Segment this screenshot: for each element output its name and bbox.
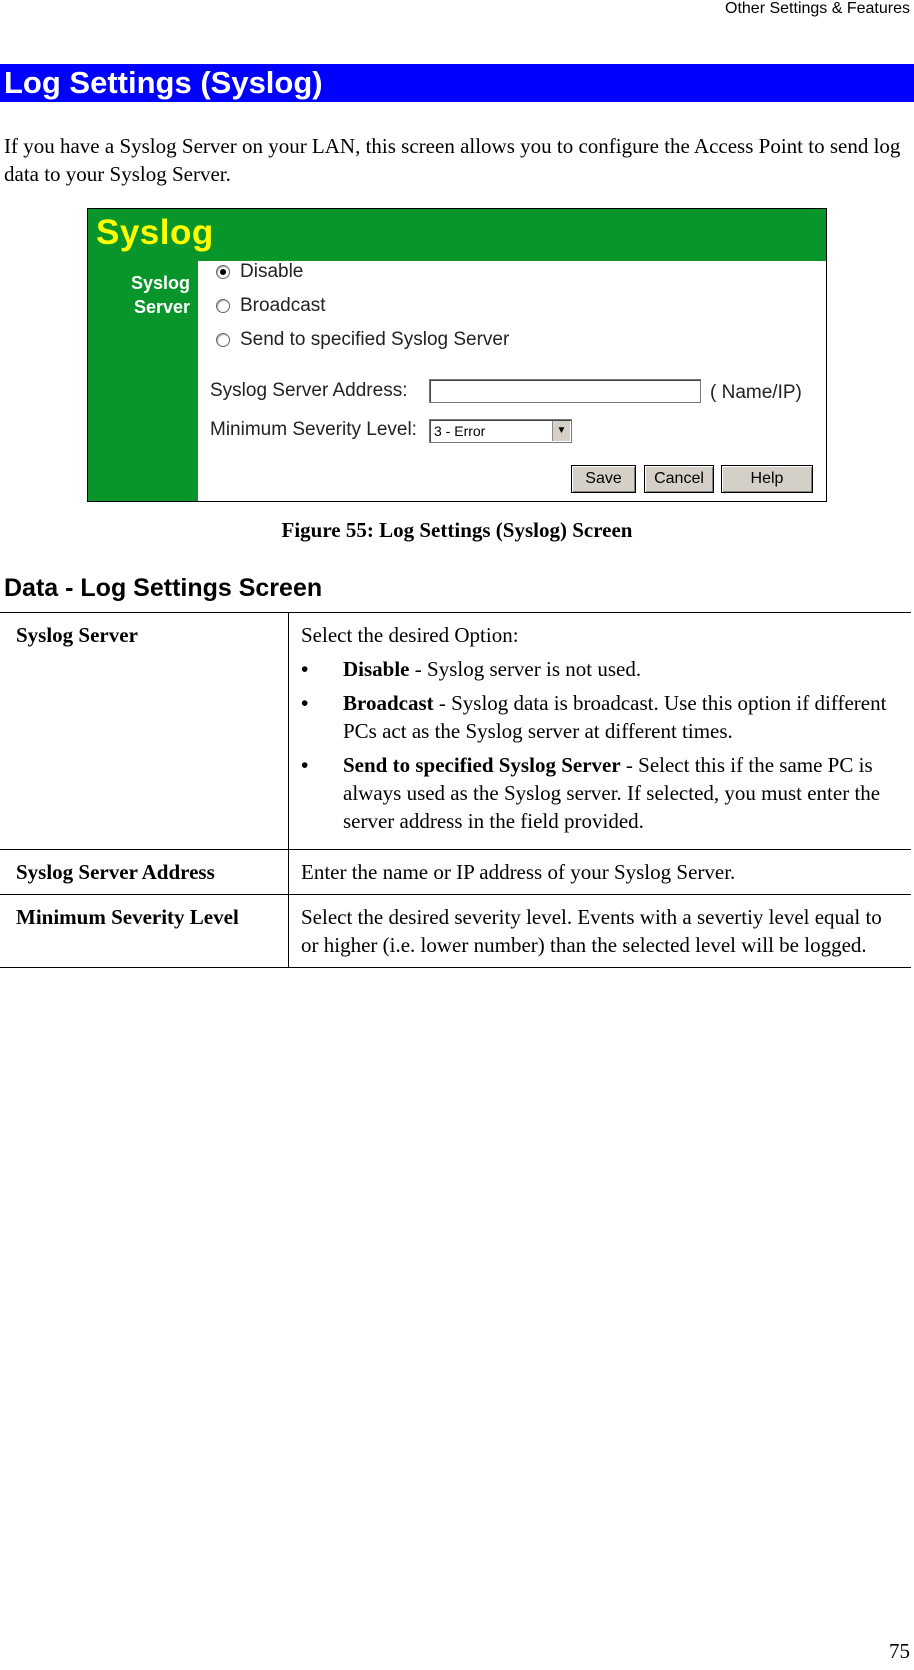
figure-sidebar [88, 261, 198, 501]
chevron-down-icon[interactable]: ▼ [552, 421, 570, 441]
severity-select[interactable] [429, 419, 572, 443]
row-description: Enter the name or IP address of your Syslog Server. [289, 850, 912, 895]
radio-send-to-server[interactable] [216, 329, 509, 351]
list-item [301, 655, 899, 683]
data-section-title: Data - Log Settings Screen [4, 574, 323, 602]
intro-paragraph: If you have a Syslog Server on your LAN, this screen allows you to configure the Access Point to send log data to your Syslog Server. [4, 134, 901, 186]
radio-disable[interactable] [216, 261, 303, 283]
radio-disable-icon[interactable] [216, 265, 230, 279]
radio-broadcast-icon[interactable] [216, 299, 230, 313]
radio-broadcast-label: Broadcast [240, 295, 326, 316]
list-item [301, 689, 899, 745]
table-row [0, 613, 911, 850]
table-row [0, 850, 911, 895]
option-text: - Syslog data is broadcast. Use this option if different PCs act as the Syslog server at different times. [343, 691, 887, 743]
row-description [289, 613, 912, 850]
severity-label: Minimum Severity Level: [210, 419, 417, 440]
radio-disable-label: Disable [240, 261, 304, 282]
option-text: - Select this if the same PC is always used as the Syslog server. If selected, you must enter the server address in the field provided. [343, 753, 881, 833]
figure-caption: Figure 55: Log Settings (Syslog) Screen [281, 518, 633, 542]
option-list [301, 655, 899, 835]
severity-select-value: 3 - Error [434, 423, 486, 439]
radio-send-icon[interactable] [216, 333, 230, 347]
option-text: - Syslog server is not used. [409, 657, 642, 681]
radio-send-label: Send to specified Syslog Server [240, 329, 510, 350]
option-name: Send to specified Syslog Server [343, 753, 621, 777]
radio-broadcast[interactable] [216, 295, 326, 317]
name-ip-hint: ( Name/IP) [710, 382, 802, 403]
syslog-screenshot [87, 208, 827, 502]
cancel-button[interactable]: Cancel [644, 465, 714, 493]
option-intro: Select the desired Option: [301, 623, 519, 647]
running-head: Other Settings & Features [725, 0, 910, 17]
option-name: Broadcast [343, 691, 434, 715]
save-button[interactable]: Save [571, 465, 636, 493]
help-button[interactable]: Help [721, 465, 813, 493]
table-row [0, 895, 911, 968]
section-title: Log Settings (Syslog) [0, 64, 914, 102]
row-term: Syslog Server [0, 613, 289, 850]
figure-title: Syslog [96, 213, 214, 252]
figure-title-bar [88, 209, 826, 261]
row-description: Select the desired severity level. Events with a severtiy level equal to or higher (i.e. lower number) than the selected level will be logged. [289, 895, 912, 968]
syslog-server-section-label: Syslog Server [130, 273, 190, 317]
list-item [301, 751, 899, 835]
server-address-input[interactable] [429, 379, 701, 403]
row-term: Syslog Server Address [0, 850, 289, 895]
data-table [0, 612, 911, 968]
server-address-label: Syslog Server Address: [210, 380, 408, 401]
option-name: Disable [343, 657, 410, 681]
page-number: 75 [889, 1639, 910, 1663]
row-term: Minimum Severity Level [0, 895, 289, 968]
